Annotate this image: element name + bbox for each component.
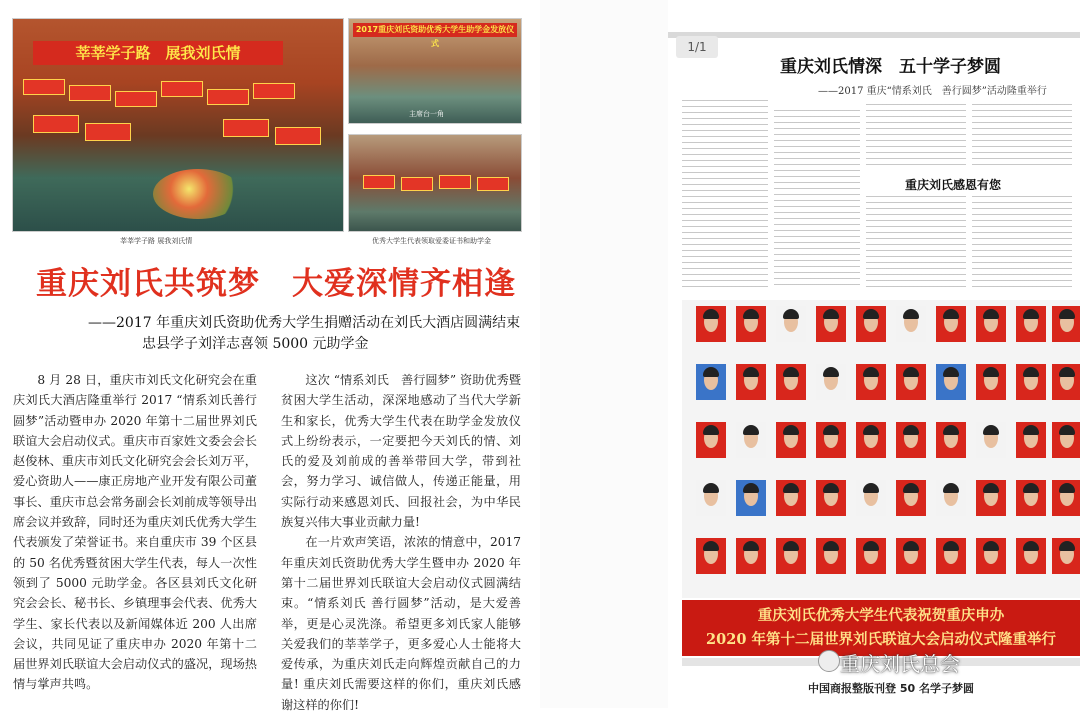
page-gutter <box>540 0 668 708</box>
photo-main-caption: 莘莘学子路 展我刘氏情 <box>120 237 193 245</box>
newspaper-header-strip <box>668 32 1080 38</box>
wechat-icon <box>818 650 840 672</box>
banner-line-2: 2020 年第十二届世界刘氏联谊大会启动仪式隆重举行 <box>706 631 1056 648</box>
newspaper-title: 重庆刘氏情深 五十学子梦圆 <box>780 57 1001 77</box>
watermark: 重庆刘氏总会 <box>840 652 960 676</box>
article-subtitle-2: 忠县学子刘洋志喜领 5000 元助学金 <box>142 336 369 352</box>
photo-students-caption: 优秀大学生代表领取爱委证书和助学金 <box>372 237 491 245</box>
newspaper-caption: 中国商报整版刊登 50 名学子梦圆 <box>808 682 974 695</box>
text-column <box>866 104 966 170</box>
newspaper-page <box>668 0 1080 708</box>
article-headline: 重庆刘氏共筑梦 大爱深情齐相逢 <box>36 266 516 302</box>
text-column <box>682 100 768 290</box>
ceremony-photo-stage <box>348 18 522 124</box>
student-photo-grid <box>682 300 1080 598</box>
flower-arrangement <box>153 169 243 219</box>
page-indicator[interactable]: 1/1 <box>676 36 718 58</box>
article-subtitle-1: ——2017 年重庆刘氏资助优秀大学生捐赠活动在刘氏大酒店圆满结束 <box>88 315 521 331</box>
text-column <box>972 196 1072 290</box>
newspaper-section-heading: 重庆刘氏感恩有您 <box>905 178 1002 192</box>
paragraph: 8 月 28 日，重庆市刘氏文化研究会在重庆刘氏大酒店隆重举行 2017 “情系刘氏善行圆梦”活动暨申办 2020 年第十二届世界刘氏联谊大会启动仪式。重庆市百家姓文委会会长赵俊林、重庆市刘氏文化研究会会长刘万平，爱心资助人——康正房地产业开发有限公司董事长、重庆市总会常务副会长刘前成等领导出席会议并致辞，同时还为重庆刘氏优秀大学生代表颁发了荣誉证书。来自重庆市 39 个区县的 50 名优秀暨贫困大学生代表，每人一次性领到了 5000 元助学金。各区县刘氏文化研究会会长、秘书长、乡镇理事会代表、优秀大学生、家长代表以及新闻媒体近 200 人出席会议，共同见证了重庆申办 2020 年第十二届世界刘氏联谊大会启动仪式的盛况，现场热情与掌声共鸣。 <box>13 373 257 692</box>
ceremony-photo-main <box>12 18 344 232</box>
article-column-b <box>281 370 521 715</box>
photo-banner-small: 2017重庆刘氏资助优秀大学生助学金发放仪式 <box>353 23 517 37</box>
paragraph: 在一片欢声笑语，浓浓的情意中，2017 年重庆刘氏资助优秀大学生暨申办 2020 年第十二届世界刘氏联谊大会启动仪式圆满结束。“情系刘氏 善行圆梦”活动，是大爱善举，更是心灵洗涤。希望更多刘氏家人能够关爱我们的莘莘学子，更多爱心人士能将大爱传承，为重庆刘氏走向辉煌贡献自己的力量! 重庆刘氏需要这样的你们，重庆刘氏感谢这样的你们! <box>281 535 521 712</box>
ceremony-photo-students <box>348 134 522 232</box>
article-column-a <box>13 370 257 695</box>
paragraph: 这次 “情系刘氏 善行圆梦” 资助优秀暨贫困大学生活动，深深地感动了当代大学新生和家长，优秀大学生代表在助学金发放仪式上纷纷表示，一定要把今天刘氏的情、刘氏的爱及刘前成的善举带回大学，带到社会，努力学习、诚信做人，传递正能量，用实际行动来感恩刘氏、回报社会，为中华民族复兴伟大事业贡献力量! <box>281 373 521 530</box>
text-column <box>972 104 1072 170</box>
banner-line-1: 重庆刘氏优秀大学生代表祝贺重庆申办 <box>757 607 1005 624</box>
newspaper-subtitle: ——2017 重庆“情系刘氏 善行圆梦”活动隆重举行 <box>818 86 1047 97</box>
left-page <box>0 0 540 712</box>
text-column <box>866 196 966 290</box>
text-column <box>774 110 860 290</box>
photo-stage-caption: 主席台一角 <box>409 110 444 118</box>
photo-banner: 莘莘学子路 展我刘氏情 <box>33 41 283 65</box>
